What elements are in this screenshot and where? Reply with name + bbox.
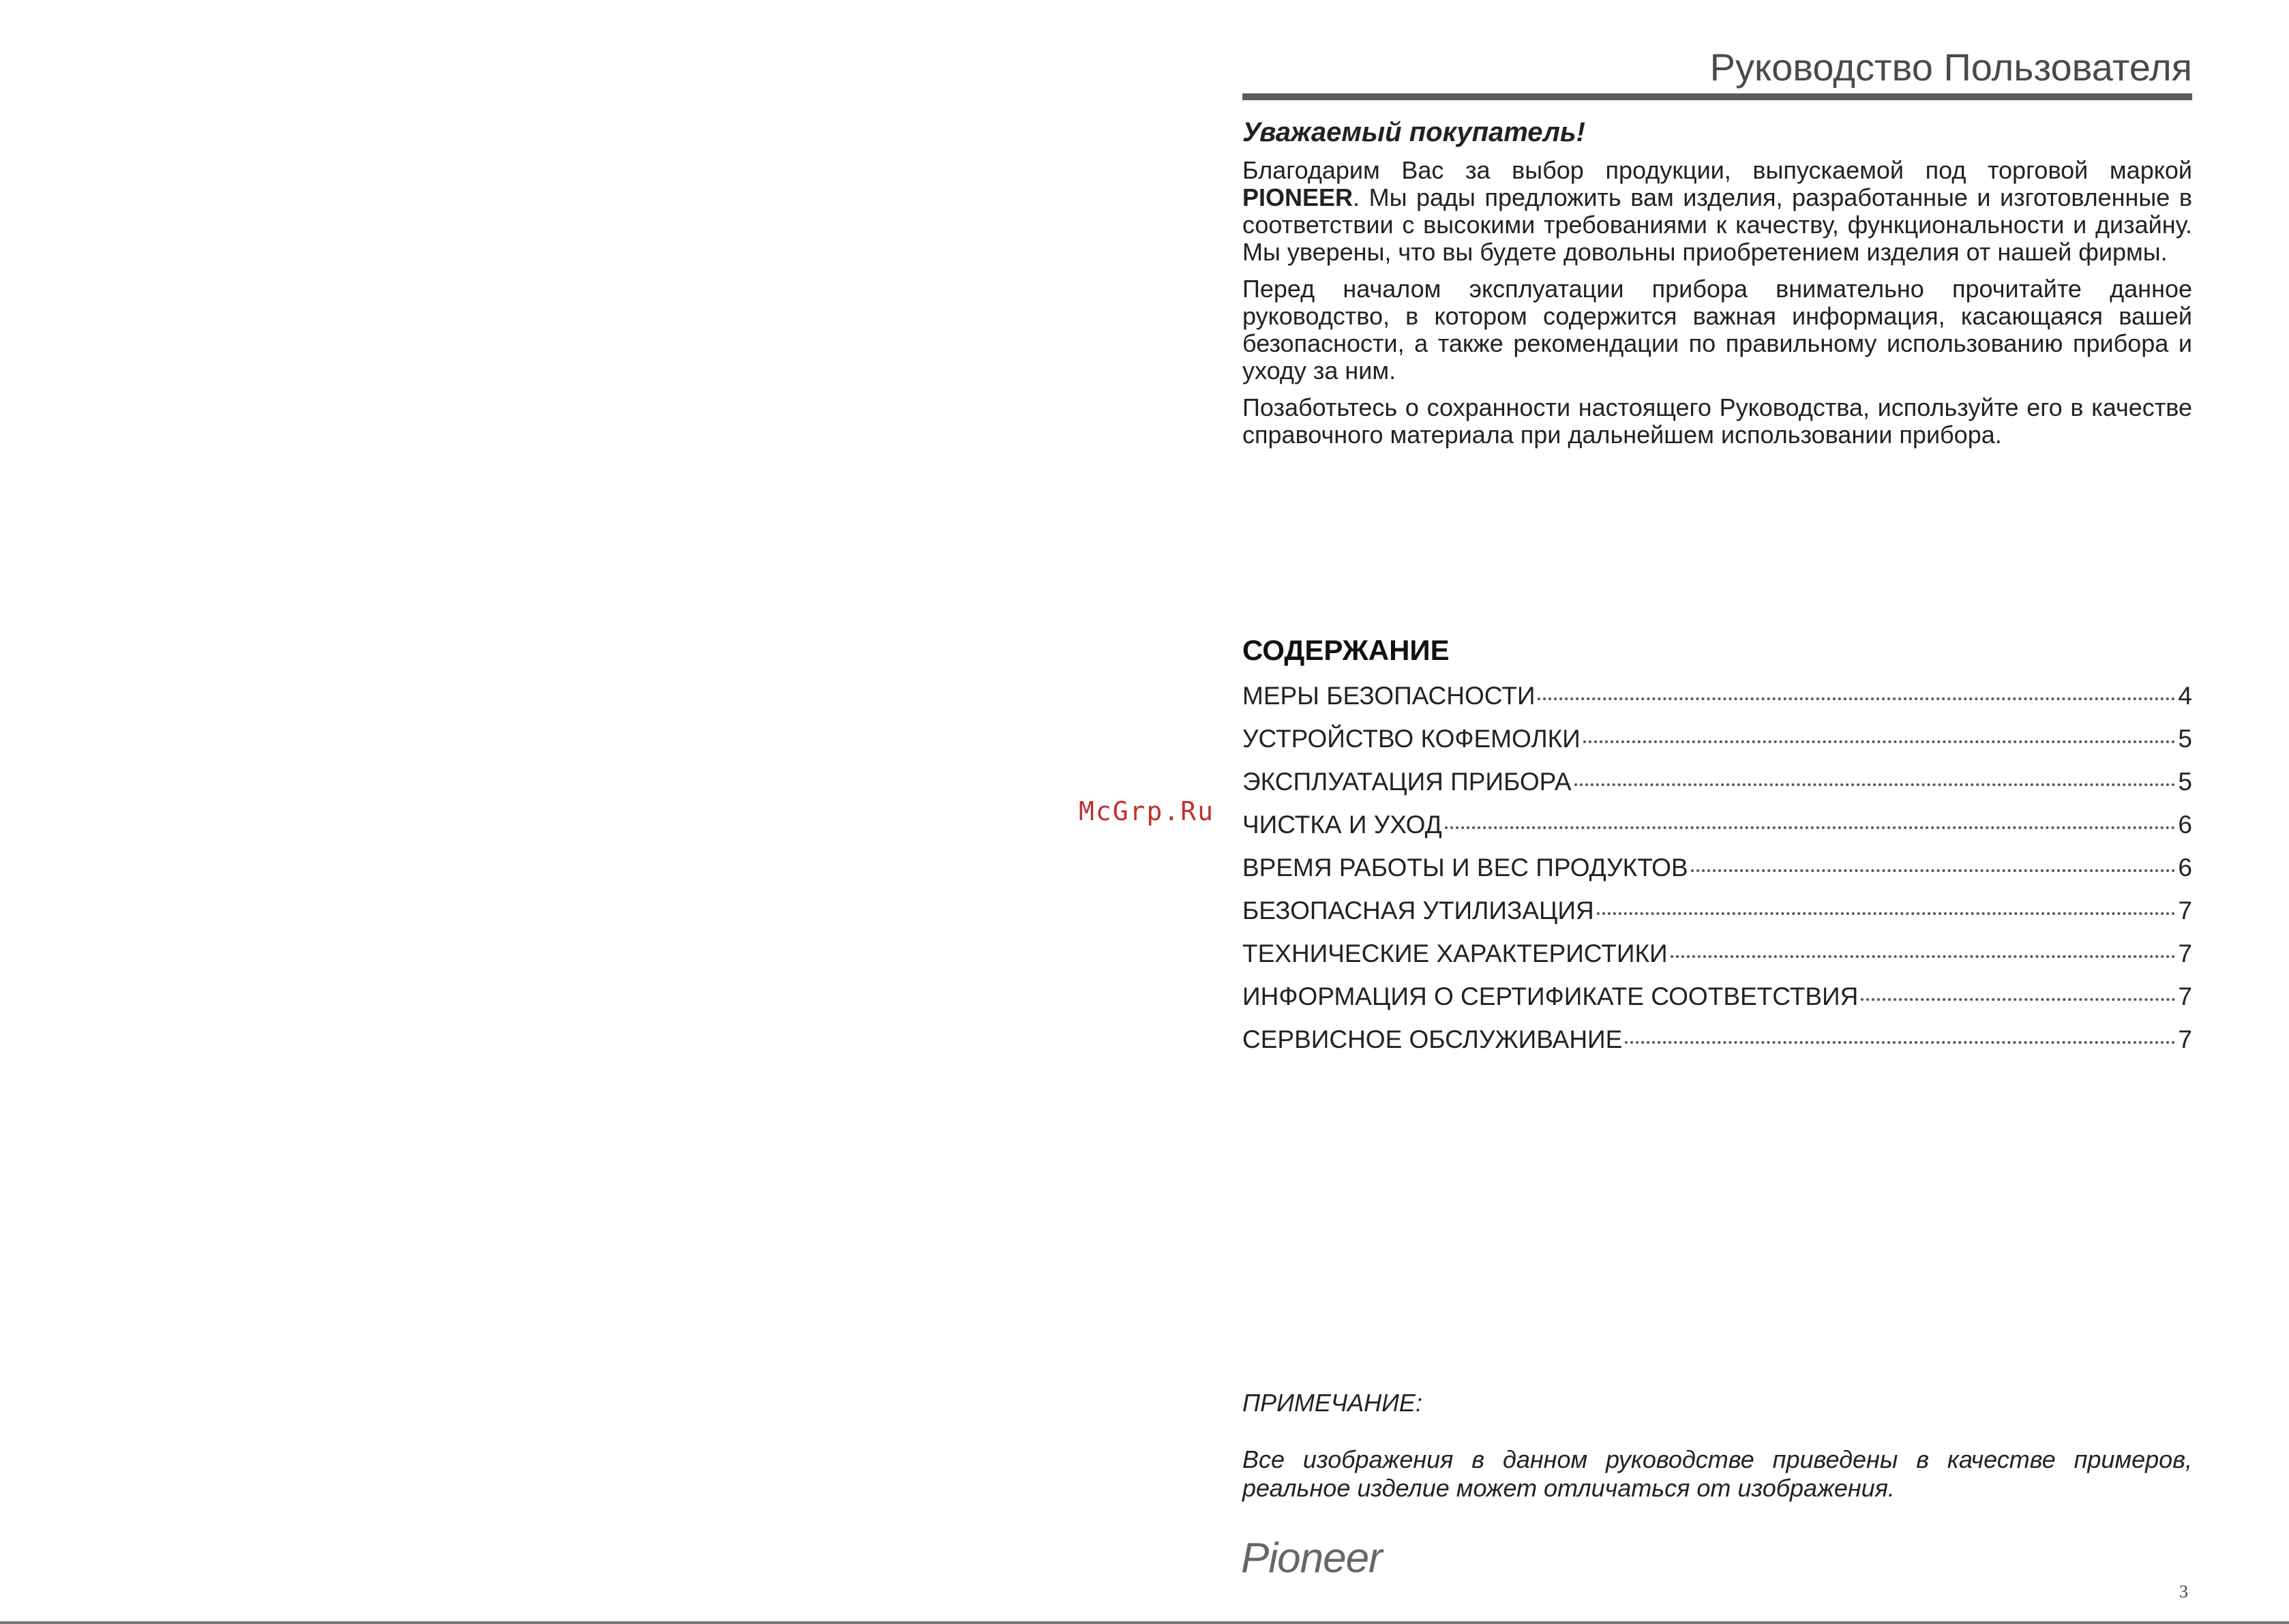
toc-item[interactable] bbox=[1242, 939, 2192, 982]
toc-item-label: СЕРВИСНОЕ ОБСЛУЖИВАНИЕ bbox=[1242, 1025, 1623, 1053]
toc-leader-dots bbox=[1445, 826, 2176, 829]
toc-item-page: 7 bbox=[2178, 982, 2192, 1010]
toc-item-label: ЭКСПЛУАТАЦИЯ ПРИБОРА bbox=[1242, 768, 1572, 796]
header-divider bbox=[1242, 93, 2192, 100]
toc-item-page: 4 bbox=[2178, 682, 2192, 710]
note-text: Все изображения в данном руководстве приведены в качестве примеров, реальное изделие может отличаться от изображения. bbox=[1242, 1445, 2192, 1502]
toc-item-page: 6 bbox=[2178, 854, 2192, 882]
toc-leader-dots bbox=[1597, 912, 2176, 915]
greeting-heading: Уважаемый покупатель! bbox=[1242, 117, 1585, 147]
watermark: McGrp.Ru bbox=[1079, 796, 1215, 826]
toc-leader-dots bbox=[1538, 697, 2175, 700]
toc-item[interactable] bbox=[1242, 1025, 2192, 1068]
toc-item-label: МЕРЫ БЕЗОПАСНОСТИ bbox=[1242, 682, 1536, 710]
toc-item[interactable] bbox=[1242, 897, 2192, 939]
toc-item-page: 7 bbox=[2178, 1025, 2192, 1053]
toc-item-label: ТЕХНИЧЕСКИЕ ХАРАКТЕРИСТИКИ bbox=[1242, 939, 1668, 967]
intro-p1-text-start: Благодарим Вас за выбор продукции, выпускаемой под торговой маркой bbox=[1242, 156, 2192, 184]
toc-item-page: 7 bbox=[2178, 939, 2192, 967]
toc-item-label: ВРЕМЯ РАБОТЫ И ВЕС ПРОДУКТОВ bbox=[1242, 854, 1688, 882]
intro-paragraph-3: Позаботьтесь о сохранности настоящего Руководства, используйте его в качестве справочного материала при дальнейшем использовании прибора. bbox=[1242, 393, 2192, 449]
intro-section bbox=[1242, 157, 2192, 458]
toc-item-label: УСТРОЙСТВО КОФЕМОЛКИ bbox=[1242, 725, 1581, 753]
toc-item-page: 5 bbox=[2178, 725, 2192, 753]
toc-item[interactable] bbox=[1242, 982, 2192, 1025]
toc-item-label: ИНФОРМАЦИЯ О СЕРТИФИКАТЕ СООТВЕТСТВИЯ bbox=[1242, 982, 1859, 1010]
toc-item[interactable] bbox=[1242, 811, 2192, 854]
toc-item-page: 5 bbox=[2178, 768, 2192, 796]
toc-title: СОДЕРЖАНИЕ bbox=[1242, 634, 1450, 666]
toc-item[interactable] bbox=[1242, 725, 2192, 768]
table-of-contents bbox=[1242, 682, 2192, 1068]
toc-item-label: БЕЗОПАСНАЯ УТИЛИЗАЦИЯ bbox=[1242, 897, 1594, 924]
intro-p1-text-end: . Мы рады предложить вам изделия, разработанные и изготовленные в соответствии с высокими требованиями к качеству, функциональности и дизайну. Мы уверены, что вы будете довольны приобретением изделия от нашей фирмы. bbox=[1242, 183, 2192, 266]
page-bottom-edge bbox=[0, 1621, 2289, 1624]
toc-item[interactable] bbox=[1242, 682, 2192, 725]
intro-paragraph-2: Перед началом эксплуатации прибора внимательно прочитайте данное руководство, в котором содержится важная информация, касающаяся вашей безопасности, а также рекомендации по правильному использованию прибора и уходу за ним. bbox=[1242, 275, 2192, 385]
toc-item-page: 7 bbox=[2178, 897, 2192, 924]
toc-leader-dots bbox=[1691, 869, 2176, 872]
toc-item-page: 6 bbox=[2178, 811, 2192, 839]
toc-item-label: ЧИСТКА И УХОД bbox=[1242, 811, 1442, 839]
page-number: 3 bbox=[2179, 1582, 2188, 1602]
toc-leader-dots bbox=[1583, 740, 2176, 743]
toc-leader-dots bbox=[1625, 1041, 2175, 1044]
toc-leader-dots bbox=[1861, 998, 2175, 1001]
toc-leader-dots bbox=[1671, 955, 2176, 958]
intro-paragraph-1 bbox=[1242, 157, 2192, 266]
page-title: Руководство Пользователя bbox=[1709, 46, 2192, 89]
pioneer-logo: Pioneer bbox=[1241, 1535, 1382, 1582]
note-title: ПРИМЕЧАНИЕ: bbox=[1242, 1389, 1422, 1417]
toc-leader-dots bbox=[1574, 783, 2176, 786]
brand-name: PIONEER bbox=[1242, 183, 1353, 211]
toc-item[interactable] bbox=[1242, 768, 2192, 811]
toc-item[interactable] bbox=[1242, 854, 2192, 897]
